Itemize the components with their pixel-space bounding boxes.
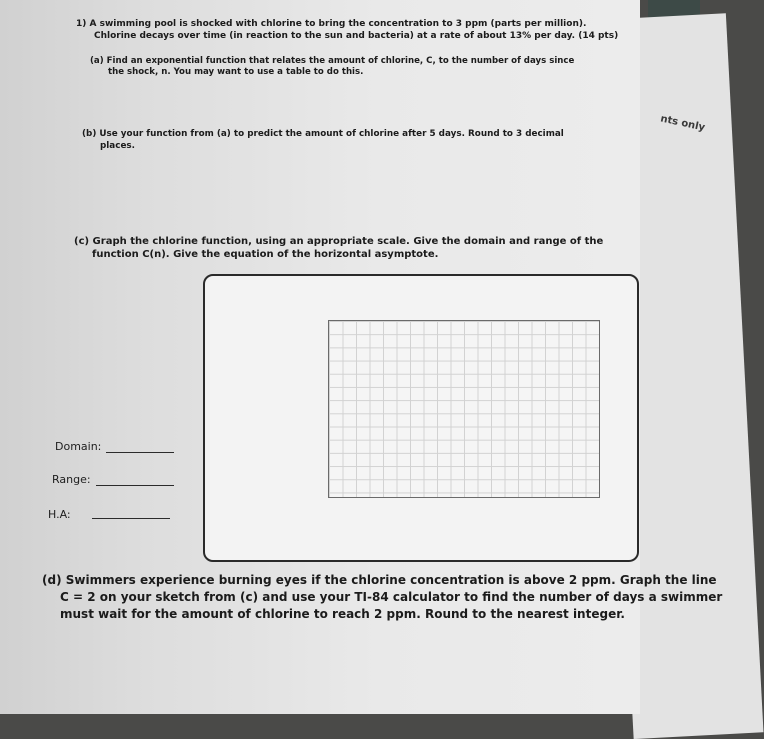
question-points: (14 pts) xyxy=(578,31,619,41)
part-a-line-1: (a) Find an exponential function that relates the amount of chlorine, C, to the number of days since xyxy=(90,56,575,66)
part-d-line-2: C = 2 on your sketch from (c) and use your TI-84 calculator to find the number of days a swimmer xyxy=(60,590,723,604)
range-answer-line[interactable] xyxy=(96,485,174,486)
question-line-2: Chlorine decays over time (in reaction to the sun and bacteria) at a rate of about 13% per day. xyxy=(94,31,576,41)
part-b-line-2: places. xyxy=(100,141,136,151)
graph-grid[interactable] xyxy=(328,320,600,498)
part-d-line-3: must wait for the amount of chlorine to reach 2 ppm. Round to the nearest integer. xyxy=(60,607,625,621)
asymptote-answer-line[interactable] xyxy=(92,518,170,519)
question-number: 1) xyxy=(76,19,87,29)
domain-label: Domain: xyxy=(55,440,102,453)
part-c-line-1: (c) Graph the chlorine function, using an appropriate scale. Give the domain and range of the xyxy=(74,236,604,247)
part-d xyxy=(42,572,722,623)
adjacent-page-text: nts only xyxy=(659,113,706,134)
part-b xyxy=(82,128,564,152)
question-1 xyxy=(76,18,618,42)
part-d-line-1: (d) Swimmers experience burning eyes if the chlorine concentration is above 2 ppm. Graph the line xyxy=(42,573,717,587)
part-c-line-2: function C(n). Give the equation of the horizontal asymptote. xyxy=(92,249,439,260)
range-label: Range: xyxy=(52,473,91,486)
part-b-line-1: (b) Use your function from (a) to predict the amount of chlorine after 5 days. Round to 3 decimal xyxy=(82,129,564,139)
domain-answer-line[interactable] xyxy=(106,452,174,453)
question-line-1: A swimming pool is shocked with chlorine to bring the concentration to 3 ppm (parts per million). xyxy=(89,19,587,29)
part-a-line-2: the shock, n. You may want to use a table to do this. xyxy=(108,67,364,77)
part-a xyxy=(90,56,574,78)
asymptote-label: H.A: xyxy=(48,508,71,521)
part-c xyxy=(74,235,603,261)
